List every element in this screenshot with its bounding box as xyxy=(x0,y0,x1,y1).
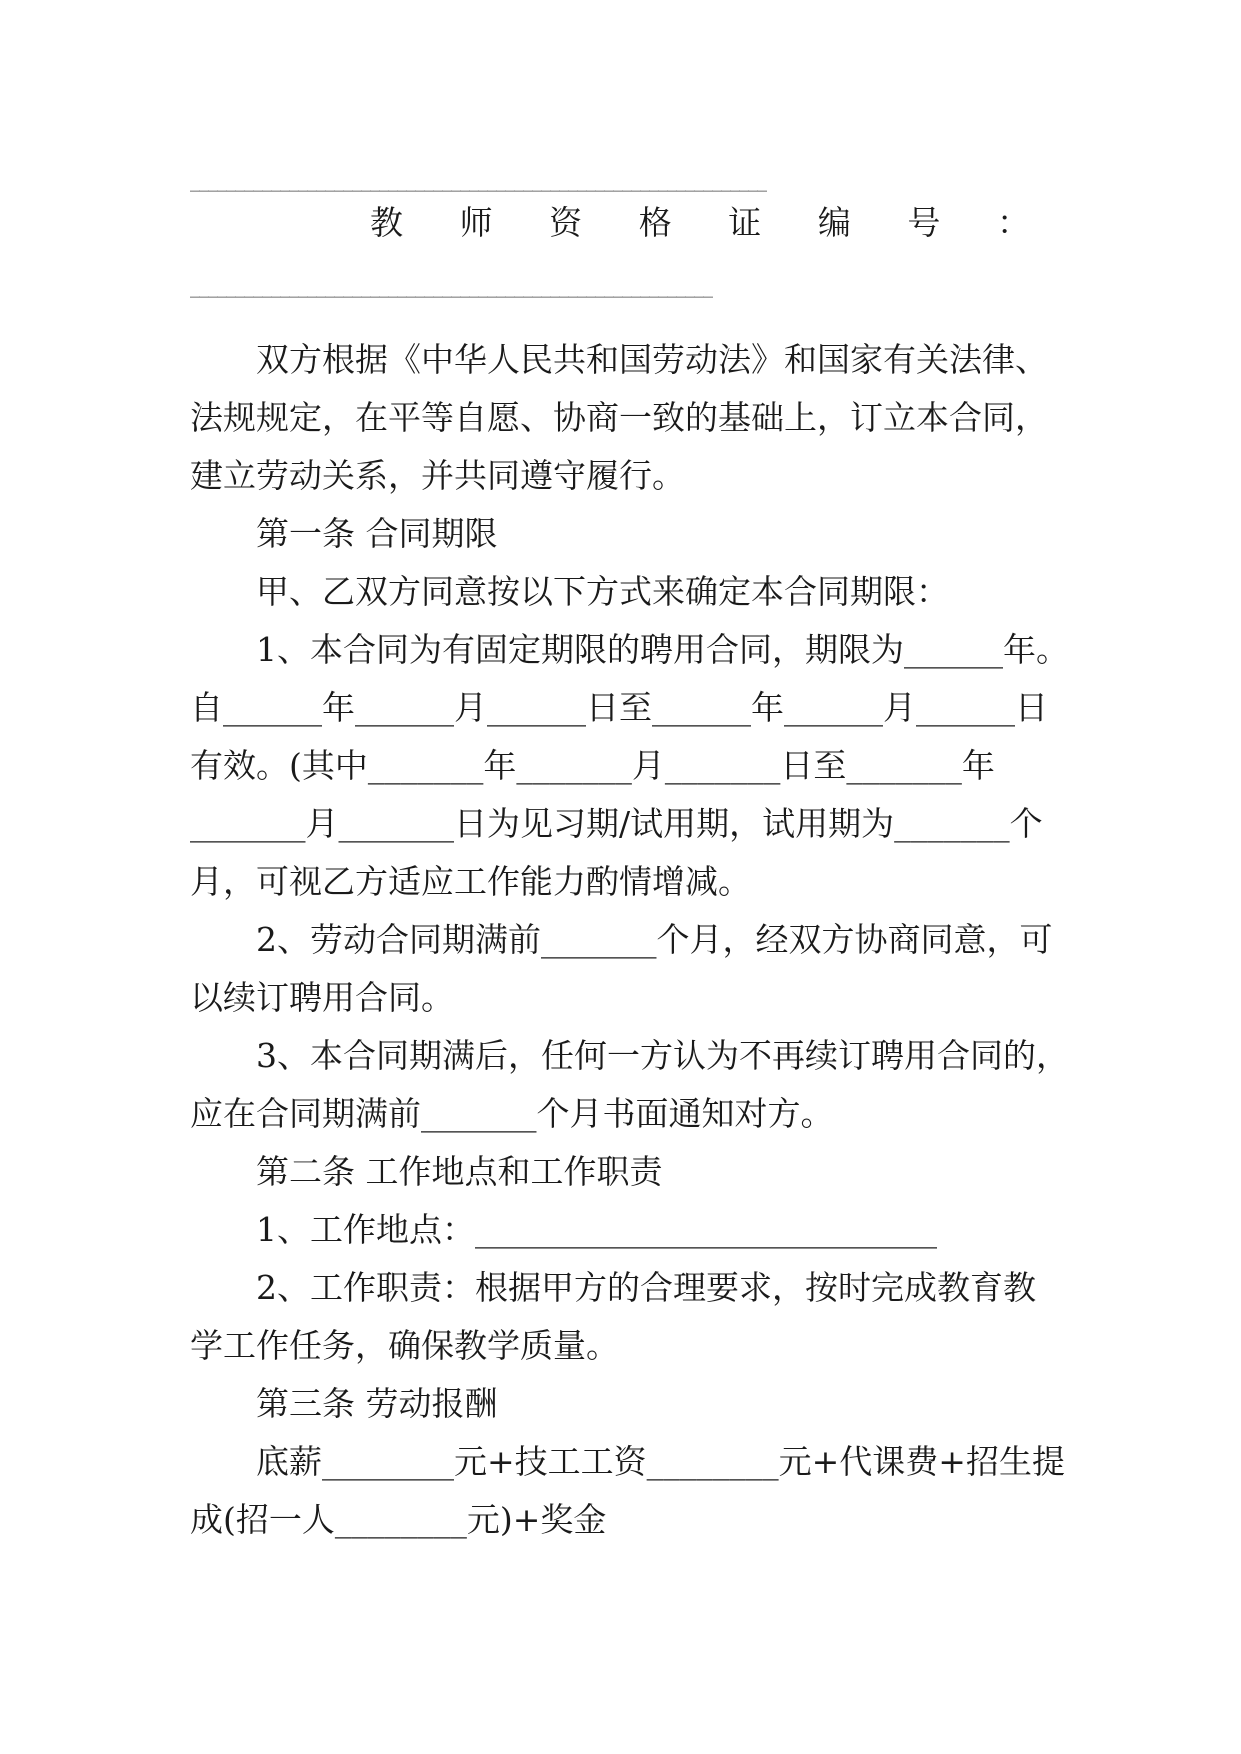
text-line: 2、工作职责：根据甲方的合理要求，按时完成教育教 xyxy=(190,1268,1036,1307)
text-line: 自______年______月______日至______年______月______日 xyxy=(190,688,1048,727)
text-line: 有效。(其中_______年_______月_______日至_______年 xyxy=(190,746,995,785)
text-line: 2、劳动合同期满前_______个月，经双方协商同意，可 xyxy=(190,920,1053,959)
rule-line-cert: __________________________________________________________ xyxy=(190,274,712,298)
heading-char: 证 xyxy=(728,203,762,242)
section-heading: 第一条 合同期限 xyxy=(190,514,498,553)
text-line: 以续订聘用合同。 xyxy=(190,978,454,1017)
text-line: 1、本合同为有固定期限的聘用合同，期限为______年。 xyxy=(190,630,1069,669)
heading-char: 号 xyxy=(907,203,941,242)
heading-char: 师 xyxy=(459,203,493,242)
text-line: 建立劳动关系，并共同遵守履行。 xyxy=(190,456,685,495)
heading-char: 编 xyxy=(817,203,851,242)
cert-number-heading xyxy=(370,203,1030,243)
text-line: 成(招一人________元)+奖金 xyxy=(190,1500,607,1539)
heading-char: 资 xyxy=(549,203,583,242)
section-heading: 第三条 劳动报酬 xyxy=(190,1384,498,1423)
rule-line-top: ________________________________________________________________ xyxy=(190,168,766,192)
text-line: 3、本合同期满后，任何一方认为不再续订聘用合同的， xyxy=(190,1036,1069,1075)
text-line: _______月_______日为见习期/试用期，试用期为_______个 xyxy=(190,804,1043,843)
text-line: 双方根据《中华人民共和国劳动法》和国家有关法律、 xyxy=(190,340,1048,379)
text-line: 1、工作地点：____________________________ xyxy=(190,1210,937,1249)
heading-char: ： xyxy=(996,203,1030,242)
heading-char: 教 xyxy=(370,203,403,242)
section-heading: 第二条 工作地点和工作职责 xyxy=(190,1152,663,1191)
heading-char: 格 xyxy=(638,203,672,242)
text-line: 甲、乙双方同意按以下方式来确定本合同期限： xyxy=(190,572,949,611)
text-line: 法规规定，在平等自愿、协商一致的基础上，订立本合同， xyxy=(190,398,1048,437)
text-line: 月，可视乙方适应工作能力酌情增减。 xyxy=(190,862,751,901)
text-line: 底薪________元+技工工资________元+代课费+招生提 xyxy=(190,1442,1065,1481)
text-line: 应在合同期满前_______个月书面通知对方。 xyxy=(190,1094,834,1133)
text-line: 学工作任务，确保教学质量。 xyxy=(190,1326,619,1365)
